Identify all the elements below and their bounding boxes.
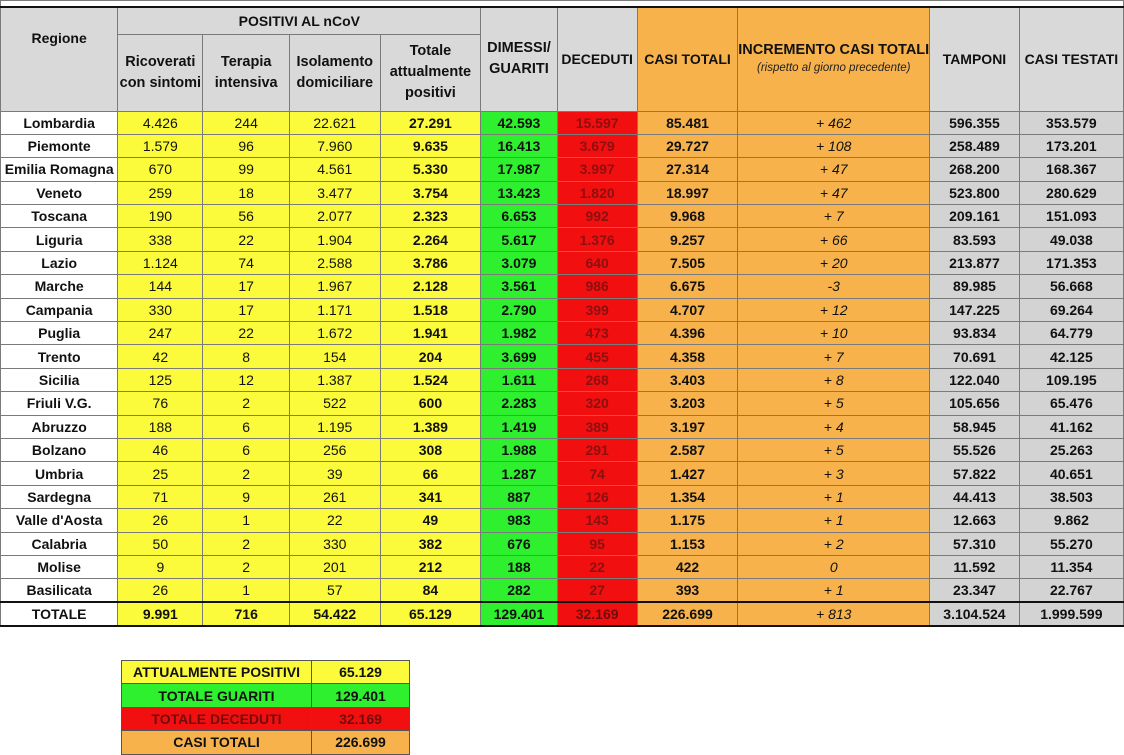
cell-isolamento: 22.621 xyxy=(290,111,381,134)
table-row xyxy=(1,485,1124,508)
cell-dimessi: 1.988 xyxy=(481,438,557,461)
header-isolamento: Isolamento domiciliare xyxy=(290,34,381,111)
cell-incremento: + 2 xyxy=(738,532,930,555)
summary-value: 129.401 xyxy=(312,684,410,707)
cell-deceduti: 640 xyxy=(557,251,637,274)
cell-regione: Sicilia xyxy=(1,368,118,391)
cell-isolamento: 54.422 xyxy=(290,602,381,625)
cell-testati: 171.353 xyxy=(1019,251,1123,274)
cell-ricoverati: 670 xyxy=(118,158,203,181)
cell-ricoverati: 46 xyxy=(118,438,203,461)
cell-incremento: + 7 xyxy=(738,345,930,368)
cell-regione: Piemonte xyxy=(1,134,118,157)
summary-label: ATTUALMENTE POSITIVI xyxy=(122,661,312,684)
cell-isolamento: 1.171 xyxy=(290,298,381,321)
table-row xyxy=(1,275,1124,298)
cell-casi: 1.427 xyxy=(637,462,738,485)
cell-incremento: + 66 xyxy=(738,228,930,251)
cell-ricoverati: 1.124 xyxy=(118,251,203,274)
cell-incremento: 0 xyxy=(738,555,930,578)
cell-dimessi: 13.423 xyxy=(481,181,557,204)
header-tamponi: TAMPONI xyxy=(930,7,1020,111)
cell-ricoverati: 76 xyxy=(118,392,203,415)
cell-casi: 6.675 xyxy=(637,275,738,298)
cell-tamponi: 268.200 xyxy=(930,158,1020,181)
cell-isolamento: 3.477 xyxy=(290,181,381,204)
cell-casi: 1.153 xyxy=(637,532,738,555)
cell-terapia: 244 xyxy=(203,111,290,134)
cell-testati: 55.270 xyxy=(1019,532,1123,555)
table-row xyxy=(1,251,1124,274)
cell-casi: 4.358 xyxy=(637,345,738,368)
cell-tamponi: 147.225 xyxy=(930,298,1020,321)
cell-dimessi: 16.413 xyxy=(481,134,557,157)
cell-testati: 38.503 xyxy=(1019,485,1123,508)
cell-ricoverati: 190 xyxy=(118,205,203,228)
cell-tamponi: 12.663 xyxy=(930,509,1020,532)
cell-incremento: + 5 xyxy=(738,438,930,461)
cell-testati: 1.999.599 xyxy=(1019,602,1123,625)
header-positivi-group: POSITIVI AL nCoV xyxy=(118,7,481,34)
cell-incremento: + 10 xyxy=(738,322,930,345)
table-row xyxy=(1,111,1124,134)
cell-ricoverati: 71 xyxy=(118,485,203,508)
cell-incremento: + 12 xyxy=(738,298,930,321)
cell-tamponi: 93.834 xyxy=(930,322,1020,345)
header-incremento-title: INCREMENTO CASI TOTALI xyxy=(738,42,930,59)
cell-testati: 42.125 xyxy=(1019,345,1123,368)
cell-isolamento: 4.561 xyxy=(290,158,381,181)
cell-regione: Campania xyxy=(1,298,118,321)
summary-label: CASI TOTALI xyxy=(122,731,312,754)
cell-isolamento: 256 xyxy=(290,438,381,461)
cell-dimessi: 3.561 xyxy=(481,275,557,298)
cell-ricoverati: 9 xyxy=(118,555,203,578)
cell-deceduti: 126 xyxy=(557,485,637,508)
cell-regione: Emilia Romagna xyxy=(1,158,118,181)
header-incremento xyxy=(738,7,930,111)
header-totale-positivi: Totale attualmente positivi xyxy=(380,34,481,111)
cell-ricoverati: 9.991 xyxy=(118,602,203,625)
header-dimessi: DIMESSI/ GUARITI xyxy=(481,7,557,111)
cell-totale: 27.291 xyxy=(380,111,481,134)
cell-incremento: + 5 xyxy=(738,392,930,415)
cell-terapia: 96 xyxy=(203,134,290,157)
cell-deceduti: 15.597 xyxy=(557,111,637,134)
cell-dimessi: 6.653 xyxy=(481,205,557,228)
cell-tamponi: 23.347 xyxy=(930,579,1020,602)
cell-tamponi: 58.945 xyxy=(930,415,1020,438)
cell-dimessi: 1.287 xyxy=(481,462,557,485)
cell-dimessi: 1.982 xyxy=(481,322,557,345)
cell-dimessi: 983 xyxy=(481,509,557,532)
table-row xyxy=(1,579,1124,602)
table-row xyxy=(1,345,1124,368)
cell-totale: 9.635 xyxy=(380,134,481,157)
table-row xyxy=(1,462,1124,485)
cell-ricoverati: 330 xyxy=(118,298,203,321)
cell-terapia: 99 xyxy=(203,158,290,181)
table-row xyxy=(1,509,1124,532)
cell-tamponi: 596.355 xyxy=(930,111,1020,134)
cell-regione: Friuli V.G. xyxy=(1,392,118,415)
cell-totale: 2.264 xyxy=(380,228,481,251)
cell-isolamento: 522 xyxy=(290,392,381,415)
cell-dimessi: 3.079 xyxy=(481,251,557,274)
cell-regione: Veneto xyxy=(1,181,118,204)
cell-testati: 151.093 xyxy=(1019,205,1123,228)
cell-incremento: + 8 xyxy=(738,368,930,391)
cell-dimessi: 282 xyxy=(481,579,557,602)
cell-deceduti: 74 xyxy=(557,462,637,485)
table-row xyxy=(1,532,1124,555)
cell-testati: 173.201 xyxy=(1019,134,1123,157)
cell-dimessi: 2.283 xyxy=(481,392,557,415)
cell-deceduti: 399 xyxy=(557,298,637,321)
cell-dimessi: 887 xyxy=(481,485,557,508)
table-row xyxy=(1,134,1124,157)
cell-regione: Lombardia xyxy=(1,111,118,134)
cell-terapia: 2 xyxy=(203,555,290,578)
cell-isolamento: 2.077 xyxy=(290,205,381,228)
cell-totale: 1.389 xyxy=(380,415,481,438)
header-ricoverati: Ricoverati con sintomi xyxy=(118,34,203,111)
cell-regione: Lazio xyxy=(1,251,118,274)
cell-dimessi: 676 xyxy=(481,532,557,555)
cell-isolamento: 330 xyxy=(290,532,381,555)
cell-totale: 65.129 xyxy=(380,602,481,625)
cell-ricoverati: 188 xyxy=(118,415,203,438)
cell-terapia: 8 xyxy=(203,345,290,368)
cell-regione: Valle d'Aosta xyxy=(1,509,118,532)
cell-totale: 341 xyxy=(380,485,481,508)
summary-body xyxy=(122,661,410,755)
cell-incremento: + 1 xyxy=(738,579,930,602)
cell-terapia: 74 xyxy=(203,251,290,274)
header-casi-totali: CASI TOTALI xyxy=(637,7,738,111)
cell-deceduti: 992 xyxy=(557,205,637,228)
cell-terapia: 22 xyxy=(203,322,290,345)
cell-isolamento: 1.904 xyxy=(290,228,381,251)
summary-value: 32.169 xyxy=(312,707,410,730)
cell-regione: Liguria xyxy=(1,228,118,251)
cell-totale: 5.330 xyxy=(380,158,481,181)
cell-tamponi: 57.310 xyxy=(930,532,1020,555)
cell-tamponi: 3.104.524 xyxy=(930,602,1020,625)
cell-isolamento: 39 xyxy=(290,462,381,485)
cell-isolamento: 2.588 xyxy=(290,251,381,274)
cell-ricoverati: 42 xyxy=(118,345,203,368)
cell-incremento: + 1 xyxy=(738,509,930,532)
cell-dimessi: 1.419 xyxy=(481,415,557,438)
cell-totale: 84 xyxy=(380,579,481,602)
cell-dimessi: 3.699 xyxy=(481,345,557,368)
table-row xyxy=(1,438,1124,461)
header-casi-testati: CASI TESTATI xyxy=(1019,7,1123,111)
cell-casi: 18.997 xyxy=(637,181,738,204)
cell-terapia: 9 xyxy=(203,485,290,508)
cell-isolamento: 261 xyxy=(290,485,381,508)
cell-dimessi: 42.593 xyxy=(481,111,557,134)
cell-casi: 9.968 xyxy=(637,205,738,228)
cell-terapia: 1 xyxy=(203,579,290,602)
table-row xyxy=(1,158,1124,181)
total-row xyxy=(1,602,1124,625)
cell-terapia: 22 xyxy=(203,228,290,251)
cell-testati: 168.367 xyxy=(1019,158,1123,181)
cell-deceduti: 268 xyxy=(557,368,637,391)
cell-dimessi: 129.401 xyxy=(481,602,557,625)
cell-totale: 212 xyxy=(380,555,481,578)
cell-regione: Molise xyxy=(1,555,118,578)
table-row xyxy=(1,368,1124,391)
cell-dimessi: 5.617 xyxy=(481,228,557,251)
cell-terapia: 18 xyxy=(203,181,290,204)
cell-casi: 9.257 xyxy=(637,228,738,251)
cell-casi: 7.505 xyxy=(637,251,738,274)
cell-casi: 226.699 xyxy=(637,602,738,625)
header-terapia: Terapia intensiva xyxy=(203,34,290,111)
cell-deceduti: 32.169 xyxy=(557,602,637,625)
cell-deceduti: 1.376 xyxy=(557,228,637,251)
cell-isolamento: 22 xyxy=(290,509,381,532)
cell-ricoverati: 1.579 xyxy=(118,134,203,157)
cell-regione: Basilicata xyxy=(1,579,118,602)
cell-ricoverati: 338 xyxy=(118,228,203,251)
cell-deceduti: 22 xyxy=(557,555,637,578)
cell-ricoverati: 125 xyxy=(118,368,203,391)
cell-testati: 11.354 xyxy=(1019,555,1123,578)
cell-casi: 1.354 xyxy=(637,485,738,508)
cell-isolamento: 1.195 xyxy=(290,415,381,438)
cell-regione: TOTALE xyxy=(1,602,118,625)
cell-casi: 3.197 xyxy=(637,415,738,438)
cell-totale: 3.754 xyxy=(380,181,481,204)
cell-terapia: 6 xyxy=(203,415,290,438)
header-incremento-note: (rispetto al giorno precedente) xyxy=(757,62,911,75)
cell-terapia: 56 xyxy=(203,205,290,228)
cell-ricoverati: 247 xyxy=(118,322,203,345)
cell-tamponi: 209.161 xyxy=(930,205,1020,228)
cell-terapia: 12 xyxy=(203,368,290,391)
cell-deceduti: 473 xyxy=(557,322,637,345)
cell-testati: 64.779 xyxy=(1019,322,1123,345)
cell-casi: 2.587 xyxy=(637,438,738,461)
cell-casi: 3.203 xyxy=(637,392,738,415)
cell-ricoverati: 259 xyxy=(118,181,203,204)
cell-dimessi: 1.611 xyxy=(481,368,557,391)
cell-incremento: + 462 xyxy=(738,111,930,134)
summary-label: TOTALE DECEDUTI xyxy=(122,707,312,730)
cell-testati: 22.767 xyxy=(1019,579,1123,602)
cell-isolamento: 1.672 xyxy=(290,322,381,345)
cell-incremento: + 1 xyxy=(738,485,930,508)
cell-casi: 1.175 xyxy=(637,509,738,532)
table-row xyxy=(1,415,1124,438)
cell-deceduti: 143 xyxy=(557,509,637,532)
summary-table xyxy=(121,660,410,755)
cell-dimessi: 17.987 xyxy=(481,158,557,181)
cell-isolamento: 7.960 xyxy=(290,134,381,157)
cell-totale: 2.323 xyxy=(380,205,481,228)
cell-regione: Puglia xyxy=(1,322,118,345)
cell-tamponi: 83.593 xyxy=(930,228,1020,251)
table-row xyxy=(1,228,1124,251)
cell-deceduti: 455 xyxy=(557,345,637,368)
cell-terapia: 2 xyxy=(203,392,290,415)
cell-incremento: + 3 xyxy=(738,462,930,485)
cell-incremento: -3 xyxy=(738,275,930,298)
cell-casi: 27.314 xyxy=(637,158,738,181)
cell-incremento: + 47 xyxy=(738,158,930,181)
cell-ricoverati: 50 xyxy=(118,532,203,555)
cell-deceduti: 1.820 xyxy=(557,181,637,204)
cell-tamponi: 55.526 xyxy=(930,438,1020,461)
cell-incremento: + 4 xyxy=(738,415,930,438)
table-body xyxy=(1,111,1124,626)
cell-totale: 204 xyxy=(380,345,481,368)
cell-deceduti: 389 xyxy=(557,415,637,438)
cell-deceduti: 3.679 xyxy=(557,134,637,157)
summary-row xyxy=(122,684,410,707)
cell-tamponi: 57.822 xyxy=(930,462,1020,485)
cell-isolamento: 1.967 xyxy=(290,275,381,298)
cell-ricoverati: 25 xyxy=(118,462,203,485)
header-regione: Regione xyxy=(1,7,118,111)
cell-terapia: 716 xyxy=(203,602,290,625)
summary-label: TOTALE GUARITI xyxy=(122,684,312,707)
cell-tamponi: 89.985 xyxy=(930,275,1020,298)
summary-row xyxy=(122,731,410,754)
cell-isolamento: 201 xyxy=(290,555,381,578)
cell-isolamento: 1.387 xyxy=(290,368,381,391)
cell-testati: 41.162 xyxy=(1019,415,1123,438)
cell-totale: 1.941 xyxy=(380,322,481,345)
header-deceduti: DECEDUTI xyxy=(557,7,637,111)
cell-regione: Calabria xyxy=(1,532,118,555)
cell-isolamento: 154 xyxy=(290,345,381,368)
cell-terapia: 2 xyxy=(203,532,290,555)
cell-deceduti: 95 xyxy=(557,532,637,555)
cell-isolamento: 57 xyxy=(290,579,381,602)
cell-deceduti: 3.997 xyxy=(557,158,637,181)
cell-totale: 382 xyxy=(380,532,481,555)
cell-totale: 2.128 xyxy=(380,275,481,298)
cell-testati: 65.476 xyxy=(1019,392,1123,415)
table-row xyxy=(1,298,1124,321)
cell-casi: 4.396 xyxy=(637,322,738,345)
cell-tamponi: 105.656 xyxy=(930,392,1020,415)
cell-terapia: 2 xyxy=(203,462,290,485)
cell-tamponi: 11.592 xyxy=(930,555,1020,578)
cell-testati: 9.862 xyxy=(1019,509,1123,532)
cell-ricoverati: 144 xyxy=(118,275,203,298)
cell-totale: 66 xyxy=(380,462,481,485)
summary-row xyxy=(122,661,410,684)
cell-incremento: + 108 xyxy=(738,134,930,157)
cell-incremento: + 47 xyxy=(738,181,930,204)
cell-regione: Bolzano xyxy=(1,438,118,461)
cell-dimessi: 2.790 xyxy=(481,298,557,321)
cell-testati: 353.579 xyxy=(1019,111,1123,134)
cell-dimessi: 188 xyxy=(481,555,557,578)
cell-ricoverati: 26 xyxy=(118,509,203,532)
cell-tamponi: 44.413 xyxy=(930,485,1020,508)
cell-incremento: + 20 xyxy=(738,251,930,274)
cell-testati: 69.264 xyxy=(1019,298,1123,321)
summary-value: 65.129 xyxy=(312,661,410,684)
cell-terapia: 17 xyxy=(203,298,290,321)
cell-casi: 4.707 xyxy=(637,298,738,321)
cell-tamponi: 213.877 xyxy=(930,251,1020,274)
cell-regione: Toscana xyxy=(1,205,118,228)
cell-testati: 109.195 xyxy=(1019,368,1123,391)
table-row xyxy=(1,555,1124,578)
table-row xyxy=(1,392,1124,415)
cell-testati: 49.038 xyxy=(1019,228,1123,251)
cell-terapia: 6 xyxy=(203,438,290,461)
cell-totale: 1.518 xyxy=(380,298,481,321)
cell-tamponi: 70.691 xyxy=(930,345,1020,368)
cell-regione: Umbria xyxy=(1,462,118,485)
cell-totale: 1.524 xyxy=(380,368,481,391)
cell-deceduti: 320 xyxy=(557,392,637,415)
cell-ricoverati: 4.426 xyxy=(118,111,203,134)
cell-regione: Abruzzo xyxy=(1,415,118,438)
cell-deceduti: 27 xyxy=(557,579,637,602)
cell-totale: 3.786 xyxy=(380,251,481,274)
cell-testati: 56.668 xyxy=(1019,275,1123,298)
cell-deceduti: 291 xyxy=(557,438,637,461)
cell-regione: Sardegna xyxy=(1,485,118,508)
table-row xyxy=(1,322,1124,345)
summary-value: 226.699 xyxy=(312,731,410,754)
cell-incremento: + 7 xyxy=(738,205,930,228)
cell-testati: 40.651 xyxy=(1019,462,1123,485)
cell-casi: 422 xyxy=(637,555,738,578)
cell-casi: 3.403 xyxy=(637,368,738,391)
cell-incremento: + 813 xyxy=(738,602,930,625)
cell-testati: 280.629 xyxy=(1019,181,1123,204)
cell-totale: 600 xyxy=(380,392,481,415)
cell-casi: 85.481 xyxy=(637,111,738,134)
cell-testati: 25.263 xyxy=(1019,438,1123,461)
cell-deceduti: 986 xyxy=(557,275,637,298)
cell-totale: 308 xyxy=(380,438,481,461)
summary-row xyxy=(122,707,410,730)
cell-tamponi: 523.800 xyxy=(930,181,1020,204)
cell-regione: Marche xyxy=(1,275,118,298)
cell-terapia: 1 xyxy=(203,509,290,532)
cell-totale: 49 xyxy=(380,509,481,532)
cell-casi: 393 xyxy=(637,579,738,602)
cell-regione: Trento xyxy=(1,345,118,368)
cell-tamponi: 122.040 xyxy=(930,368,1020,391)
cell-tamponi: 258.489 xyxy=(930,134,1020,157)
cell-casi: 29.727 xyxy=(637,134,738,157)
table-row xyxy=(1,205,1124,228)
table-row xyxy=(1,181,1124,204)
cell-ricoverati: 26 xyxy=(118,579,203,602)
cell-terapia: 17 xyxy=(203,275,290,298)
